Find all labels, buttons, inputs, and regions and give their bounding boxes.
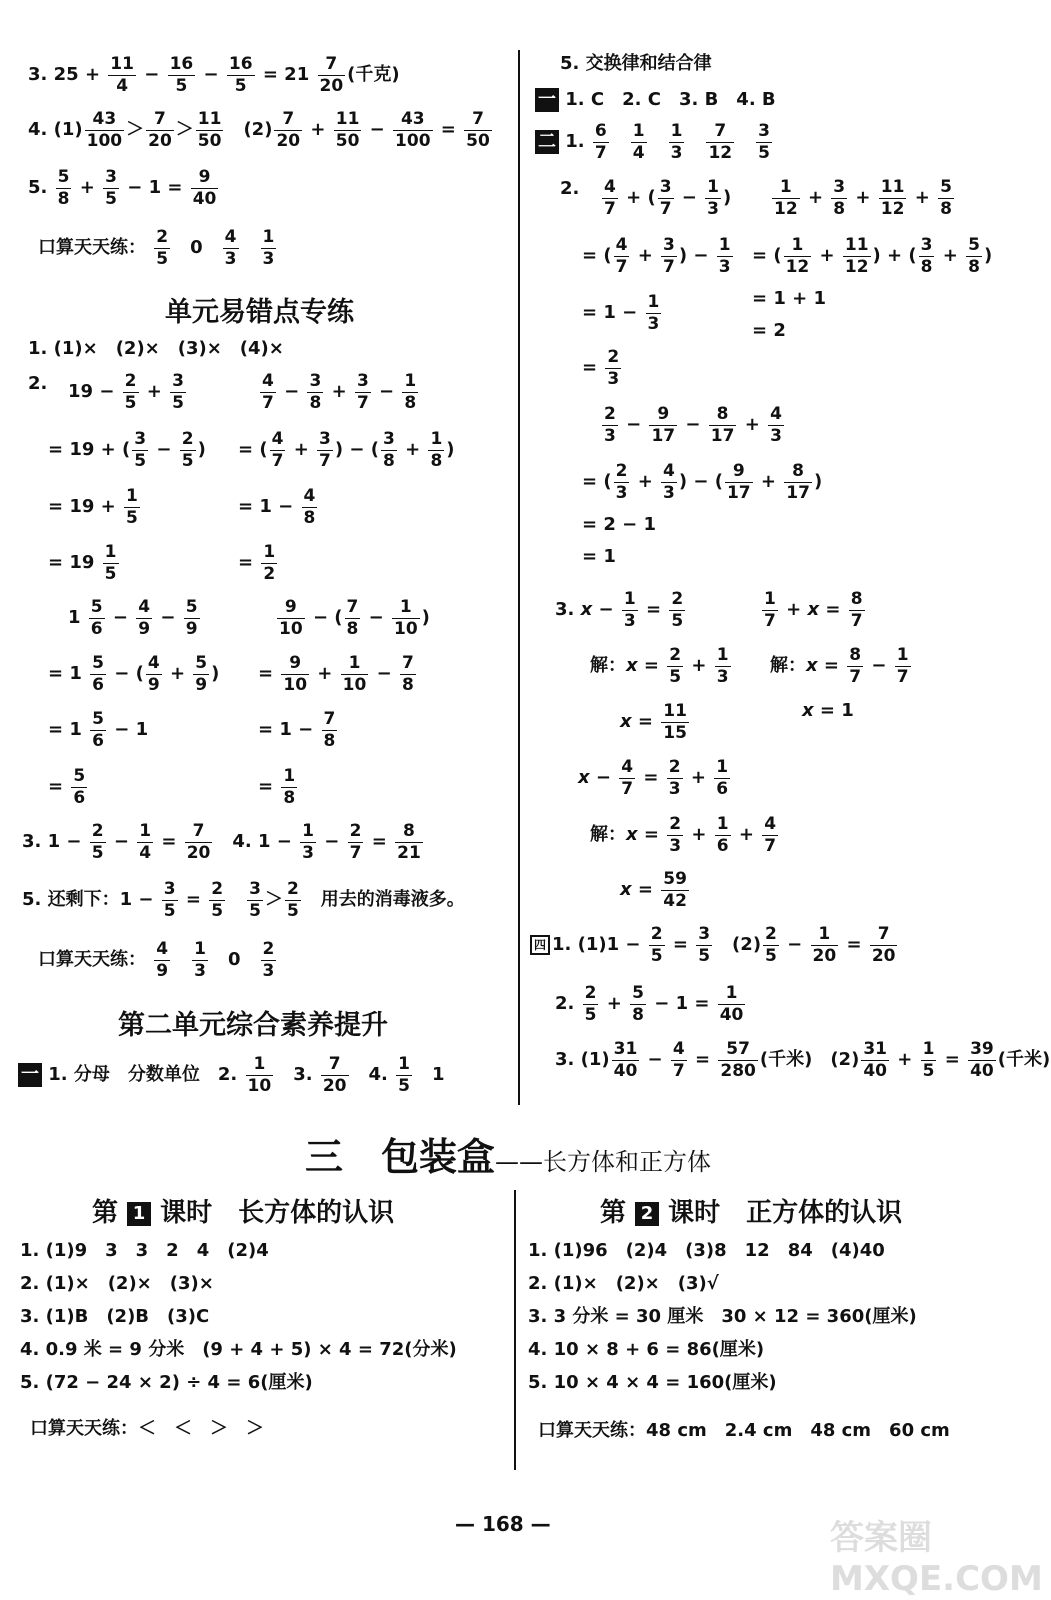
- kousuan-2: 口算天天练： $\frac{4}{9}$ $\frac{1}{3}$ 0 $\frac{2}{3}$: [38, 939, 275, 981]
- fraction: $\frac{16}{5}$: [169, 54, 194, 96]
- fraction: $\frac{4}{7}$: [672, 1039, 685, 1081]
- fraction: $\frac{7}{12}$: [708, 121, 733, 163]
- fraction: $\frac{11}{4}$: [110, 54, 134, 96]
- calc: = ( $\frac{4}{7}$ + $\frac{3}{7}$ ) − ( $\frac{3}{8}$ + $\frac{1}{8}$ ): [238, 429, 455, 471]
- fraction: $\frac{2}{5}$: [669, 645, 682, 687]
- fraction: $\frac{1}{6}$: [716, 757, 729, 799]
- fraction: $\frac{57}{280}$: [720, 1039, 756, 1081]
- calc: $\frac{2}{3}$ − $\frac{9}{17}$ − $\frac{8}{17}$ + $\frac{4}{3}$: [604, 404, 782, 446]
- fraction: $\frac{3}{8}$: [309, 371, 322, 413]
- r-part1: 一 1. C 2. C 3. B 4. B: [535, 88, 776, 112]
- fraction: $\frac{43}{100}$: [86, 109, 123, 151]
- error-1: 1. (1)× (2)× (3)× (4)×: [28, 338, 284, 359]
- fraction: $\frac{2}{5}$: [584, 983, 597, 1025]
- lesson-1-line: 3. (1)B (2)B (3)C: [20, 1306, 210, 1327]
- fraction: $\frac{7}{8}$: [346, 597, 359, 639]
- fraction: $\frac{2}{5}$: [671, 589, 684, 631]
- calc: $\frac{1}{12}$ + $\frac{3}{8}$ + $\frac{11}{12}$ + $\frac{5}{8}$: [774, 177, 952, 219]
- calc: = $\frac{1}{2}$: [238, 542, 276, 584]
- fraction: $\frac{1}{3}$: [623, 589, 636, 631]
- calc: 1 $\frac{5}{6}$ − $\frac{4}{9}$ − $\frac{5}{9}$: [68, 597, 198, 639]
- fraction: $\frac{1}{10}$: [247, 1054, 272, 1096]
- fraction: $\frac{1}{3}$: [262, 227, 275, 269]
- fraction: $\frac{1}{20}$: [812, 924, 837, 966]
- fraction: $\frac{1}{8}$: [404, 371, 417, 413]
- error-3-4: 3. 1 − $\frac{2}{5}$ − $\frac{1}{4}$ = $\frac{7}{20}$ 4. 1 − $\frac{1}{3}$ − $\frac{2}{7}$ = $\frac{8}{21}$: [22, 821, 421, 863]
- fraction: $\frac{1}{7}$: [896, 645, 909, 687]
- fraction: $\frac{1}{4}$: [139, 821, 152, 863]
- calc: = ( $\frac{1}{12}$ + $\frac{11}{12}$ ) + ( $\frac{3}{8}$ + $\frac{5}{8}$ ): [752, 235, 993, 277]
- fraction: $\frac{16}{5}$: [228, 54, 253, 96]
- fraction: $\frac{11}{15}$: [663, 701, 687, 743]
- unit2-line: 一 1. 分母 分数单位 2. $\frac{1}{10}$ 3. $\frac{7}{20}$ 4. $\frac{1}{5}$ 1: [18, 1055, 445, 1095]
- eq: x = $\frac{11}{15}$: [620, 701, 687, 743]
- watermark: 答案圈 MXQE.COM: [830, 1518, 1043, 1599]
- lesson-1-line: 4. 0.9 米 = 9 分米 (9 + 4 + 5) × 4 = 72(分米): [20, 1339, 457, 1360]
- lesson-2-line: 4. 10 × 8 + 6 = 86(厘米): [528, 1339, 765, 1360]
- calc: = 1 − $\frac{1}{3}$: [582, 292, 660, 334]
- fraction: $\frac{2}{3}$: [669, 814, 682, 856]
- fraction: $\frac{11}{50}$: [197, 109, 222, 151]
- fraction: $\frac{1}{3}$: [718, 235, 731, 277]
- fraction: $\frac{7}{20}$: [871, 924, 896, 966]
- error-5: 5. 还剩下：1 − $\frac{3}{5}$ = $\frac{2}{5}$ $\frac{3}{5}$ ＞ $\frac{2}{5}$ 用去的消毒液多。: [22, 879, 465, 921]
- fraction: $\frac{1}{5}$: [922, 1039, 935, 1081]
- answer-3: 3. 25 + $\frac{11}{4}$ − $\frac{16}{5}$ − $\frac{16}{5}$ = 21 $\frac{7}{20}$ (千克): [28, 54, 400, 96]
- fraction: $\frac{1}{3}$: [194, 939, 206, 981]
- lesson-2-title: 第 2 课时 正方体的认识: [600, 1198, 903, 1228]
- fraction: $\frac{1}{3}$: [716, 645, 729, 687]
- fraction: $\frac{3}{5}$: [172, 371, 184, 413]
- fraction: $\frac{2}{5}$: [181, 429, 194, 471]
- fraction: $\frac{5}{6}$: [90, 597, 103, 639]
- fraction: $\frac{4}{9}$: [138, 597, 151, 639]
- fraction: $\frac{4}{9}$: [147, 653, 160, 695]
- fraction: $\frac{1}{2}$: [263, 542, 276, 584]
- fraction: $\frac{3}{7}$: [663, 235, 675, 277]
- fraction: $\frac{3}{5}$: [249, 879, 261, 921]
- calc: = 19 $\frac{1}{5}$: [48, 542, 117, 584]
- fraction: $\frac{4}{7}$: [764, 814, 777, 856]
- fraction: $\frac{9}{10}$: [283, 653, 308, 695]
- calc: = 2: [752, 320, 786, 341]
- fraction: $\frac{2}{3}$: [262, 939, 275, 981]
- fraction: $\frac{1}{6}$: [716, 814, 729, 856]
- fraction: $\frac{2}{3}$: [604, 404, 616, 446]
- fraction: $\frac{9}{17}$: [726, 461, 751, 503]
- fraction: $\frac{11}{50}$: [335, 109, 360, 151]
- fraction: $\frac{5}{6}$: [92, 709, 104, 751]
- fraction: $\frac{5}{9}$: [185, 597, 198, 639]
- fraction: $\frac{31}{40}$: [863, 1039, 887, 1081]
- lesson-2-kousuan: 口算天天练：48 cm 2.4 cm 48 cm 60 cm: [538, 1420, 950, 1441]
- fraction: $\frac{4}{7}$: [604, 177, 616, 219]
- fraction: $\frac{8}{17}$: [786, 461, 810, 503]
- calc: = $\frac{9}{10}$ + $\frac{1}{10}$ − $\frac{7}{8}$: [258, 653, 414, 695]
- calc: = 19 + ( $\frac{3}{5}$ − $\frac{2}{5}$ ): [48, 429, 206, 471]
- fraction: $\frac{4}{3}$: [770, 404, 782, 446]
- fraction: $\frac{3}{5}$: [105, 167, 117, 209]
- fraction: $\frac{1}{40}$: [719, 983, 744, 1025]
- fraction: $\frac{5}{8}$: [632, 983, 644, 1025]
- fraction: $\frac{2}{5}$: [650, 924, 663, 966]
- calc: $\frac{4}{7}$ + ( $\frac{3}{7}$ − $\frac{1}{3}$ ): [604, 177, 732, 219]
- fraction: $\frac{3}{8}$: [920, 235, 933, 277]
- calc: $\frac{4}{7}$ − $\frac{3}{8}$ + $\frac{3}{7}$ − $\frac{1}{8}$: [262, 371, 417, 413]
- fraction: $\frac{3}{7}$: [659, 177, 672, 219]
- eq: 解：x = $\frac{2}{3}$ + $\frac{1}{6}$ + $\frac{4}{7}$: [590, 814, 777, 856]
- lesson-1-line: 1. (1)9 3 3 2 4 (2)4: [20, 1240, 269, 1261]
- fraction: $\frac{1}{3}$: [302, 821, 315, 863]
- fraction: $\frac{8}{21}$: [397, 821, 421, 863]
- fraction: $\frac{9}{40}$: [192, 167, 217, 209]
- calc: $\frac{9}{10}$ − ( $\frac{7}{8}$ − $\frac{1}{10}$ ): [279, 597, 430, 639]
- fraction: $\frac{8}{7}$: [849, 645, 862, 687]
- fraction: $\frac{4}{7}$: [621, 757, 634, 799]
- fraction: $\frac{5}{8}$: [57, 167, 70, 209]
- fraction: $\frac{3}{7}$: [356, 371, 369, 413]
- fraction: $\frac{8}{7}$: [850, 589, 863, 631]
- fraction: $\frac{3}{8}$: [833, 177, 846, 219]
- fraction: $\frac{3}{8}$: [382, 429, 395, 471]
- eq: x = 1: [802, 700, 854, 721]
- fraction: $\frac{7}{20}$: [148, 109, 172, 151]
- fraction: $\frac{3}{7}$: [319, 429, 331, 471]
- fraction: $\frac{9}{10}$: [279, 597, 303, 639]
- calc: = 1 − $\frac{7}{8}$: [258, 709, 336, 751]
- fraction: $\frac{1}{10}$: [393, 597, 418, 639]
- fraction: $\frac{1}{3}$: [670, 121, 683, 163]
- fraction: $\frac{43}{100}$: [395, 109, 431, 151]
- fraction: $\frac{2}{3}$: [615, 461, 628, 503]
- fraction: $\frac{59}{42}$: [663, 869, 687, 911]
- fraction: $\frac{1}{7}$: [764, 589, 776, 631]
- fraction: $\frac{5}{9}$: [195, 653, 208, 695]
- r-part4-2: 2. $\frac{2}{5}$ + $\frac{5}{8}$ − 1 = $\frac{1}{40}$: [555, 983, 744, 1025]
- column-divider: [518, 50, 520, 1105]
- fraction: $\frac{1}{5}$: [126, 486, 138, 528]
- fraction: $\frac{1}{12}$: [774, 177, 798, 219]
- eq: 解：x = $\frac{2}{5}$ + $\frac{1}{3}$: [590, 645, 729, 687]
- fraction: $\frac{2}{3}$: [668, 757, 681, 799]
- fraction: $\frac{11}{12}$: [880, 177, 905, 219]
- fraction: $\frac{2}{5}$: [765, 924, 777, 966]
- fraction: $\frac{3}{5}$: [698, 924, 711, 966]
- fraction: $\frac{7}{50}$: [466, 109, 490, 151]
- r-part4-3: 3. (1) $\frac{31}{40}$ − $\frac{4}{7}$ = $\frac{57}{280}$ (千米) (2) $\frac{31}{40}$ + $\frac{1}{5}$ = $\frac{39}{40}$ (千米): [555, 1039, 1051, 1081]
- section-title: 单元易错点专练: [165, 297, 354, 328]
- fraction: $\frac{1}{8}$: [283, 766, 296, 808]
- fraction: $\frac{7}{8}$: [401, 653, 414, 695]
- fraction: $\frac{5}{8}$: [968, 235, 980, 277]
- lesson-1-kousuan: 口算天天练：＜ ＜ ＞ ＞: [30, 1418, 264, 1439]
- calc: = 1 + 1: [752, 288, 827, 309]
- fraction: $\frac{1}{5}$: [104, 542, 117, 584]
- fraction: $\frac{3}{5}$: [134, 429, 147, 471]
- lesson-1-title: 第 1 课时 长方体的认识: [92, 1198, 395, 1228]
- r-part2-1: 二 1. $\frac{6}{7}$ $\frac{1}{4}$ $\frac{1}{3}$ $\frac{7}{12}$ $\frac{3}{5}$: [535, 122, 774, 162]
- fraction: $\frac{1}{8}$: [430, 429, 443, 471]
- calc: = $\frac{1}{8}$: [258, 766, 296, 808]
- answer-5: 5. $\frac{5}{8}$ + $\frac{3}{5}$ − 1 = $\frac{9}{40}$: [28, 167, 217, 209]
- fraction: $\frac{7}{20}$: [322, 1054, 347, 1096]
- eq: x − $\frac{4}{7}$ = $\frac{2}{3}$ + $\frac{1}{6}$: [578, 757, 729, 799]
- fraction: $\frac{9}{17}$: [651, 404, 676, 446]
- fraction: $\frac{2}{3}$: [607, 347, 620, 389]
- fraction: $\frac{1}{3}$: [707, 177, 719, 219]
- fraction: $\frac{2}{5}$: [211, 879, 224, 921]
- fraction: $\frac{4}{7}$: [615, 235, 628, 277]
- lesson-2-line: 1. (1)96 (2)4 (3)8 12 84 (4)40: [528, 1240, 885, 1261]
- fraction: $\frac{7}{20}$: [186, 821, 211, 863]
- fraction: $\frac{3}{5}$: [163, 879, 176, 921]
- lesson-2-line: 2. (1)× (2)× (3)√: [528, 1273, 719, 1294]
- fraction: $\frac{1}{12}$: [785, 235, 810, 277]
- calc: 19 − $\frac{2}{5}$ + $\frac{3}{5}$: [68, 371, 184, 413]
- column-divider: [514, 1190, 516, 1470]
- fraction: $\frac{5}{6}$: [92, 653, 104, 695]
- fraction: $\frac{11}{12}$: [844, 235, 869, 277]
- fraction: $\frac{2}{7}$: [349, 821, 362, 863]
- lesson-1-line: 5. (72 − 24 × 2) ÷ 4 = 6(厘米): [20, 1372, 313, 1393]
- fraction: $\frac{1}{10}$: [342, 653, 367, 695]
- calc: = ( $\frac{2}{3}$ + $\frac{4}{3}$ ) − ( $\frac{9}{17}$ + $\frac{8}{17}$ ): [582, 461, 823, 503]
- calc: = 2 − 1: [582, 514, 657, 535]
- fraction: $\frac{1}{3}$: [647, 292, 660, 334]
- lesson-2-line: 5. 10 × 4 × 4 = 160(厘米): [528, 1372, 777, 1393]
- lesson-2-line: 3. 3 分米 = 30 厘米 30 × 12 = 360(厘米): [528, 1306, 917, 1327]
- fraction: $\frac{4}{7}$: [262, 371, 274, 413]
- eq: 解：x = $\frac{8}{7}$ − $\frac{1}{7}$: [770, 645, 909, 687]
- error-2-label: 2.: [28, 373, 48, 394]
- calc: = $\frac{5}{6}$: [48, 766, 86, 808]
- fraction: $\frac{31}{40}$: [613, 1039, 638, 1081]
- calc: = 1: [582, 546, 616, 567]
- fraction: $\frac{4}{3}$: [224, 227, 237, 269]
- fraction: $\frac{2}{5}$: [91, 821, 104, 863]
- kousuan-1: 口算天天练： $\frac{2}{5}$ 0 $\frac{4}{3}$ $\frac{1}{3}$: [38, 227, 275, 269]
- section-title: 第二单元综合素养提升: [118, 1010, 388, 1041]
- fraction: $\frac{4}{7}$: [271, 429, 284, 471]
- calc: = 19 + $\frac{1}{5}$: [48, 486, 138, 528]
- fraction: $\frac{7}{20}$: [319, 54, 344, 96]
- chapter-title: 三 包装盒——长方体和正方体: [305, 1135, 712, 1179]
- answer-4: 4. (1) $\frac{43}{100}$ ＞ $\frac{7}{20}$ ＞ $\frac{11}{50}$ (2) $\frac{7}{20}$ + $\frac{11}{50}$ − $\frac{43}{100}$ = $\frac{7}{50}$: [28, 109, 490, 151]
- eq: 3. x − $\frac{1}{3}$ = $\frac{2}{5}$: [555, 589, 684, 631]
- fraction: $\frac{4}{8}$: [303, 486, 316, 528]
- eq: x = $\frac{59}{42}$: [620, 869, 687, 911]
- fraction: $\frac{2}{5}$: [156, 227, 169, 269]
- fraction: $\frac{7}{8}$: [323, 709, 336, 751]
- page-number: — 168 —: [455, 1512, 551, 1536]
- fraction: $\frac{2}{5}$: [124, 371, 137, 413]
- fraction: $\frac{3}{5}$: [758, 121, 770, 163]
- fraction: $\frac{6}{7}$: [594, 121, 607, 163]
- fraction: $\frac{4}{9}$: [156, 939, 169, 981]
- lesson-title: 5. 交换律和结合律: [560, 53, 712, 74]
- r-2-label: 2.: [560, 178, 580, 199]
- fraction: $\frac{5}{6}$: [73, 766, 86, 808]
- calc: = 1 − $\frac{4}{8}$: [238, 486, 316, 528]
- fraction: $\frac{1}{4}$: [632, 121, 645, 163]
- fraction: $\frac{4}{3}$: [663, 461, 675, 503]
- fraction: $\frac{8}{17}$: [710, 404, 735, 446]
- r-part4-1: 四 1. (1)1 − $\frac{2}{5}$ = $\frac{3}{5}$ (2) $\frac{2}{5}$ − $\frac{1}{20}$ = $\frac{7}{20}$: [530, 925, 899, 965]
- fraction: $\frac{39}{40}$: [970, 1039, 994, 1081]
- lesson-1-line: 2. (1)× (2)× (3)×: [20, 1273, 214, 1294]
- fraction: $\frac{2}{5}$: [286, 879, 299, 921]
- calc: = 1 $\frac{5}{6}$ − 1: [48, 709, 149, 751]
- calc: = $\frac{2}{3}$: [582, 347, 620, 389]
- fraction: $\frac{7}{20}$: [276, 109, 301, 151]
- calc: = ( $\frac{4}{7}$ + $\frac{3}{7}$ ) − $\frac{1}{3}$: [582, 235, 731, 277]
- eq: $\frac{1}{7}$ + x = $\frac{8}{7}$: [764, 589, 863, 631]
- fraction: $\frac{1}{5}$: [398, 1054, 410, 1096]
- fraction: $\frac{5}{8}$: [940, 177, 952, 219]
- calc: = 1 $\frac{5}{6}$ − ( $\frac{4}{9}$ + $\frac{5}{9}$ ): [48, 653, 220, 695]
